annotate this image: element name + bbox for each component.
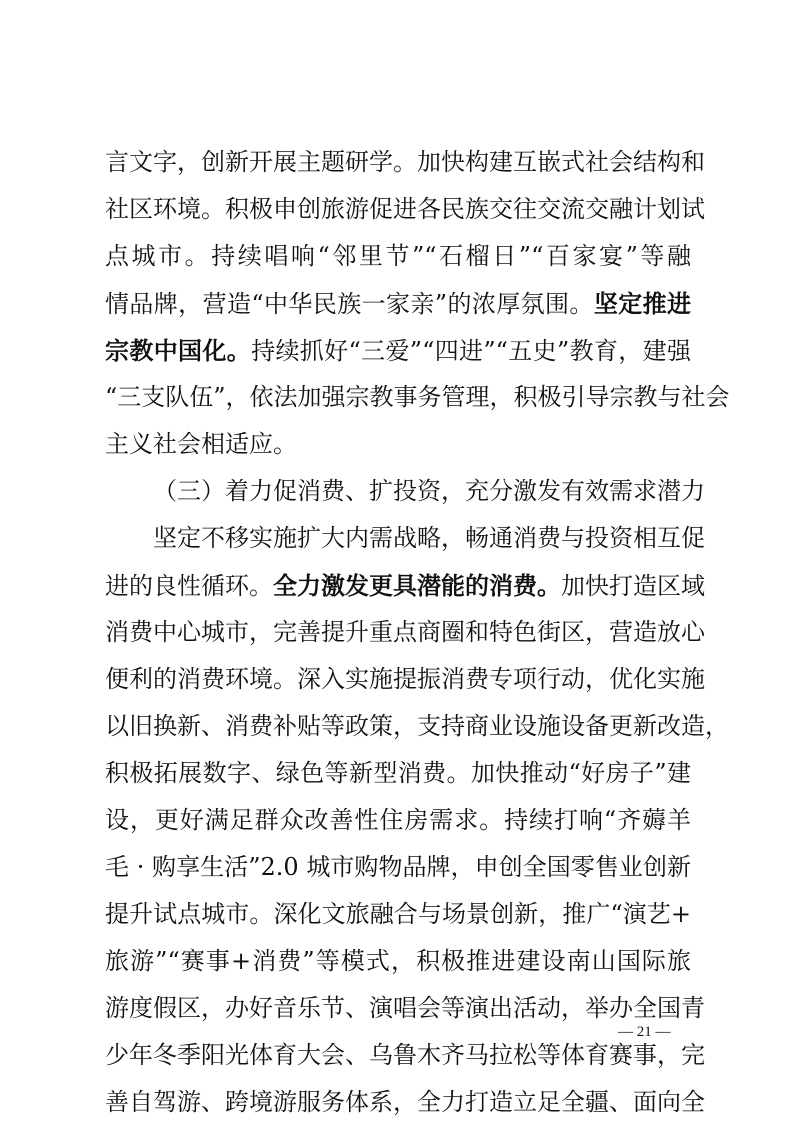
text-line-11: 消费中心城市，完善提升重点商圈和特色街区，营造放心: [105, 618, 705, 646]
text-line-16: 毛 · 购享生活”2.0 城市购物品牌，申创全国零售业创新: [105, 853, 691, 881]
text-line-12: 便利的消费环境。深入实施提振消费专项行动，优化实施: [105, 665, 705, 693]
text-line-6: “三支队伍”，依法加强宗教事务管理，积极引导宗教与社会: [105, 383, 730, 411]
text-line-17: 提升试点城市。深化文旅融合与场景创新，推广“演艺+: [105, 900, 691, 928]
text-line-18: 旅游”“赛事+消费”等模式，积极推进建设南山国际旅: [105, 947, 691, 975]
text-line-14: 积极拓展数字、绿色等新型消费。加快推动“好房子”建: [105, 759, 691, 787]
text-line-15: 设，更好满足群众改善性住房需求。持续打响“齐薅羊: [105, 806, 691, 834]
bold-heading-religion-end: 宗教中国化。: [105, 336, 252, 365]
bold-heading-consumption: 全力激发更具潜能的消费。: [273, 571, 561, 600]
bold-heading-religion-start: 坚定推进: [593, 289, 691, 318]
text-line-7: 主义社会相适应。: [105, 430, 297, 458]
text-line-13: 以旧换新、消费补贴等政策，支持商业设施设备更新改造，: [105, 712, 729, 740]
text-line-21: 善自驾游、跨境游服务体系，全力打造立足全疆、面向全: [105, 1088, 705, 1116]
text-line-20: 少年冬季阳光体育大会、乌鲁木齐马拉松等体育赛事，完: [105, 1041, 705, 1069]
text-line-19: 游度假区，办好音乐节、演唱会等演出活动，举办全国青: [105, 994, 705, 1022]
text-line-3: 点城市。持续唱响“邻里节”“石榴日”“百家宴”等融: [105, 242, 691, 270]
section-heading-3: （三）着力促消费、扩投资，充分激发有效需求潜力: [153, 477, 705, 505]
text-line-9: 坚定不移实施扩大内需战略，畅通消费与投资相互促: [153, 524, 705, 552]
text-line-5: 宗教中国化。持续抓好“三爱”“四进”“五史”教育，建强: [105, 336, 691, 365]
text-line-1: 言文字，创新开展主题研学。加快构建互嵌式社会结构和: [105, 148, 705, 176]
text-line-2: 社区环境。积极申创旅游促进各民族交往交流交融计划试: [105, 195, 705, 223]
text-line-4: 情品牌，营造“中华民族一家亲”的浓厚氛围。坚定推进: [105, 289, 691, 318]
text-line-10: 进的良性循环。全力激发更具潜能的消费。加快打造区域: [105, 571, 705, 600]
page-number: — 21 —: [618, 1024, 671, 1040]
